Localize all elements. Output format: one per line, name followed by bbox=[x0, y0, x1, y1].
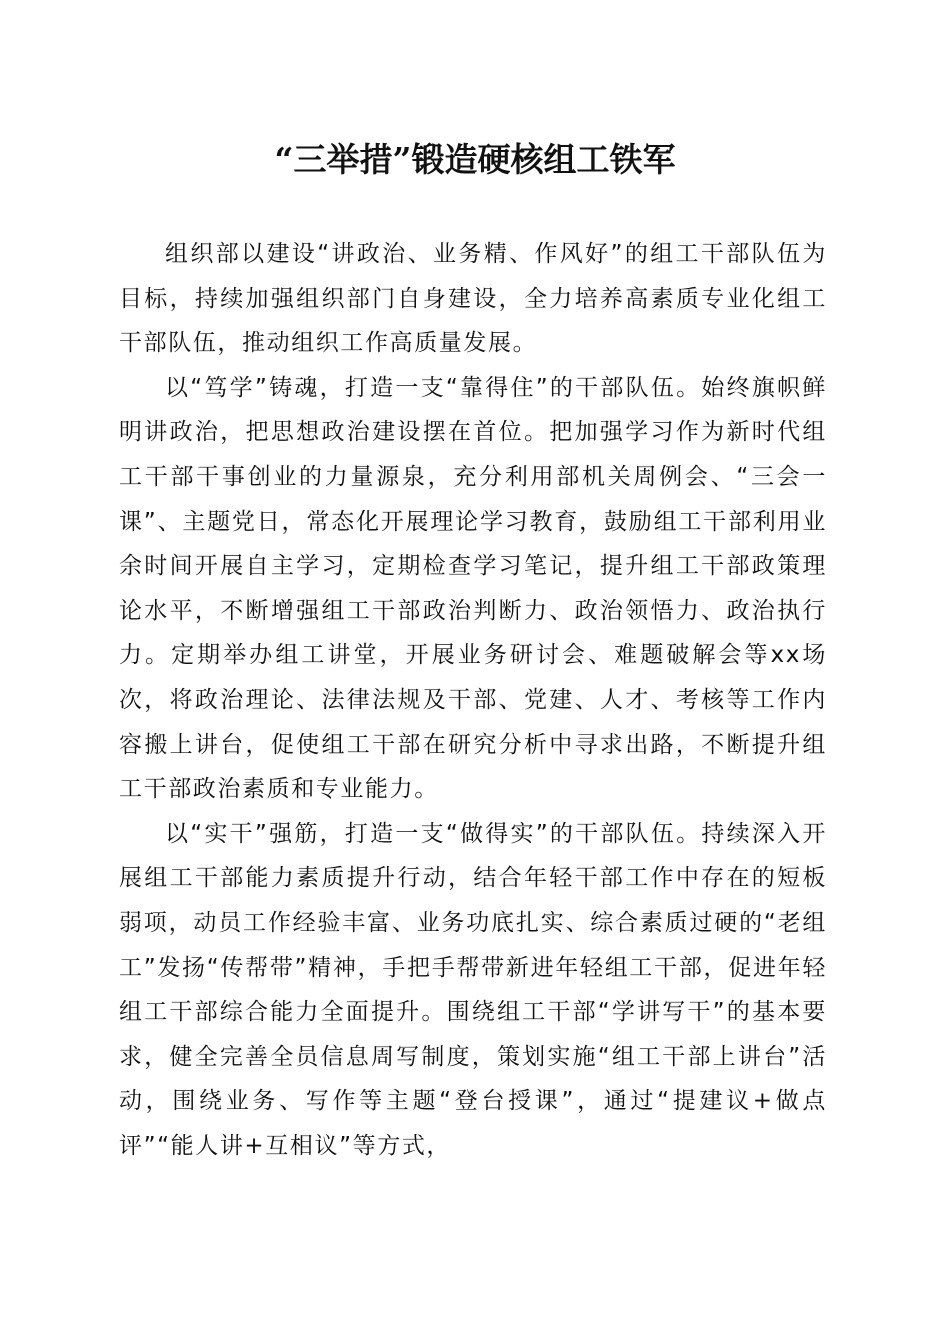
document-body bbox=[119, 232, 827, 1168]
paragraph-practice: 以“实干”强筋，打造一支“做得实”的干部队伍。持续深入开展组工干部能力素质提升行动，结合年轻干部工作中存在的短板弱项，动员工作经验丰富、业务功底扎实、综合素质过硬的“老组工”发扬“传帮带”精神，手把手帮带新进年轻组工干部，促进年轻组工干部综合能力全面提升。围绕组工干部“学讲写干”的基本要求，健全完善全员信息周写制度，策划实施“组工干部上讲台”活动，围绕业务、写作等主题“登台授课”，通过“提建议+做点评”“能人讲+互相议”等方式， bbox=[119, 820, 827, 1159]
document-title: “三举措”锻造硬核组工铁军 bbox=[274, 140, 676, 179]
paragraph-study: 以“笃学”铸魂，打造一支“靠得住”的干部队伍。始终旗帜鲜明讲政治，把思想政治建设摆在首位。把加强学习作为新时代组工干部干事创业的力量源泉，充分利用部机关周例会、“三会一课”、主题党日，常态化开展理论学习教育，鼓励组工干部利用业余时间开展自主学习，定期检查学习笔记，提升组工干部政策理论水平，不断增强组工干部政治判断力、政治领悟力、政治执行力。定期举办组工讲堂，开展业务研讨会、难题破解会等xx场次，将政治理论、法律法规及干部、党建、人才、考核等工作内容搬上讲台，促使组工干部在研究分析中寻求出路，不断提升组工干部政治素质和专业能力。 bbox=[119, 374, 827, 803]
paragraph-intro: 组织部以建设“讲政治、业务精、作风好”的组工干部队伍为目标，持续加强组织部门自身建设，全力培养高素质专业化组工干部队伍，推动组织工作高质量发展。 bbox=[119, 241, 827, 357]
